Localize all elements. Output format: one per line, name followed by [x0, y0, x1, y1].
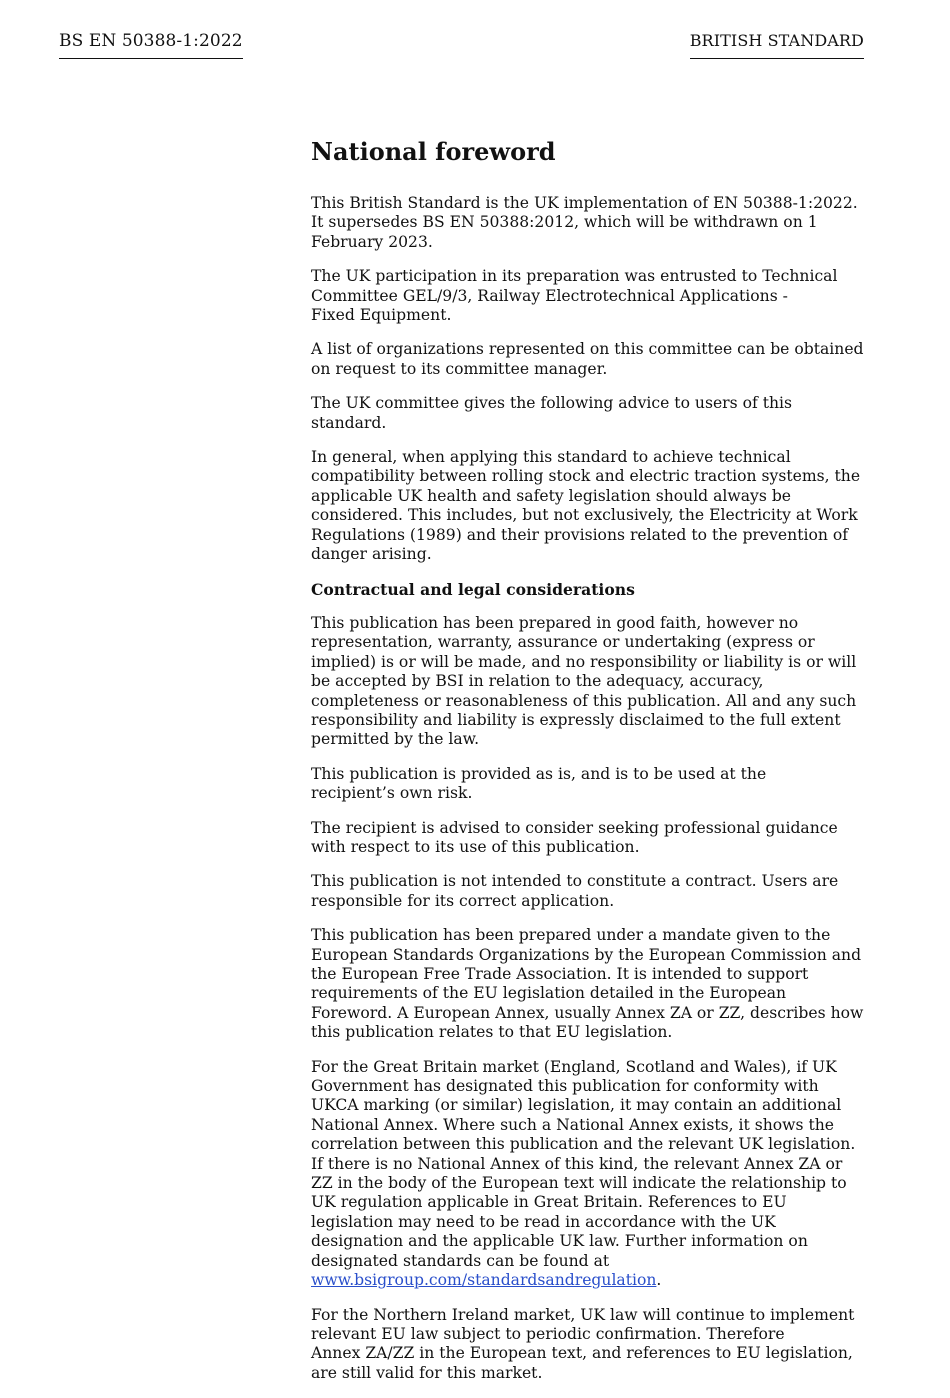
paragraph-line: Annex ZA/ZZ in the European text, and references to EU legislation, are still valid for this market. — [311, 1344, 853, 1382]
paragraph-line: February 2023. — [311, 232, 433, 251]
paragraph-line: This publication is provided as is, and is to be used at the — [311, 764, 767, 783]
paragraph-committee — [311, 267, 867, 325]
paragraph-compatibility: In general, when applying this standard to achieve technical compatibility between rolling stock and electric traction systems, the applicable UK health and safety legislation should always be considered. This includes, but not exclusively, the Electricity at Work Regulations (1989) and their provisions related to the prevention of danger arising. — [311, 448, 861, 564]
paragraph-organizations: A list of organizations represented on this committee can be obtained on request to its committee manager. — [311, 340, 864, 378]
paragraph-line: This British Standard is the UK implementation of EN 50388-1:2022. — [311, 194, 858, 212]
paragraph-great-britain — [311, 1058, 867, 1291]
header-document-id: BS EN 50388-1:2022 — [59, 31, 243, 59]
paragraph-as-is — [311, 765, 867, 804]
paragraph-text: . — [656, 1271, 662, 1290]
paragraph-line: It supersedes BS EN 50388:2012, which will be withdrawn on 1 — [311, 213, 818, 232]
paragraph-line: Fixed Equipment. — [311, 306, 452, 325]
paragraph-line: recipient’s own risk. — [311, 784, 473, 803]
paragraph-mandate: This publication has been prepared under a mandate given to the European Standards Organizations by the European Commission and the European Free Trade Association. It is intended to support requirements of the EU legislation detailed in the European Foreword. A European Annex, usually Annex ZA or ZZ, describes how this publication relates to that EU legislation. — [311, 926, 864, 1042]
paragraph-advice: The UK committee gives the following advice to users of this standard. — [311, 394, 793, 432]
paragraph-line: relevant EU law subject to periodic confirmation. Therefore — [311, 1324, 785, 1343]
paragraph-northern-ireland — [311, 1306, 867, 1384]
paragraph-text: For the Great Britain market (England, Scotland and Wales), if UK Government has designated this publication for conformity with UKCA marking (or similar) legislation, it may contain an additional National Annex. Where such a National Annex exists, it shows the correlation between this publication and the relevant UK legislation. If there is no National Annex of this kind, the relevant Annex ZA or ZZ in the body of the European text will indicate the relationship to UK regulation applicable in Great Britain. References to EU legislation may need to be read in accordance with the UK designation and the applicable UK law. Further information on designated standards can be found at — [311, 1057, 856, 1270]
paragraph-good-faith: This publication has been prepared in good faith, however no representation, warranty, assurance or undertaking (express or implied) is or will be made, and no responsibility or liability is or will be accepted by BSI in relation to the adequacy, accuracy, completeness or reasonableness of this publication. All and any such responsibility and liability is expressly disclaimed to the full extent permitted by the law. — [311, 613, 857, 749]
page-title: National foreword — [311, 137, 556, 166]
header-category: BRITISH STANDARD — [690, 31, 864, 59]
section-subheading: Contractual and legal considerations — [311, 579, 635, 599]
bsi-standards-link[interactable]: www.bsigroup.com/standardsandregulation — [311, 1271, 657, 1290]
main-content — [311, 136, 867, 1398]
paragraph-guidance: The recipient is advised to consider seeking professional guidance with respect to its use of this publication. — [311, 818, 838, 856]
paragraph-line: Committee GEL/9/3, Railway Electrotechnical Applications - — [311, 286, 788, 305]
paragraph-contract: This publication is not intended to constitute a contract. Users are responsible for its correct application. — [311, 872, 839, 910]
paragraph-implementation — [311, 194, 867, 252]
paragraph-line: For the Northern Ireland market, UK law will continue to implement — [311, 1305, 855, 1324]
paragraph-line: The UK participation in its preparation was entrusted to Technical — [311, 267, 838, 286]
